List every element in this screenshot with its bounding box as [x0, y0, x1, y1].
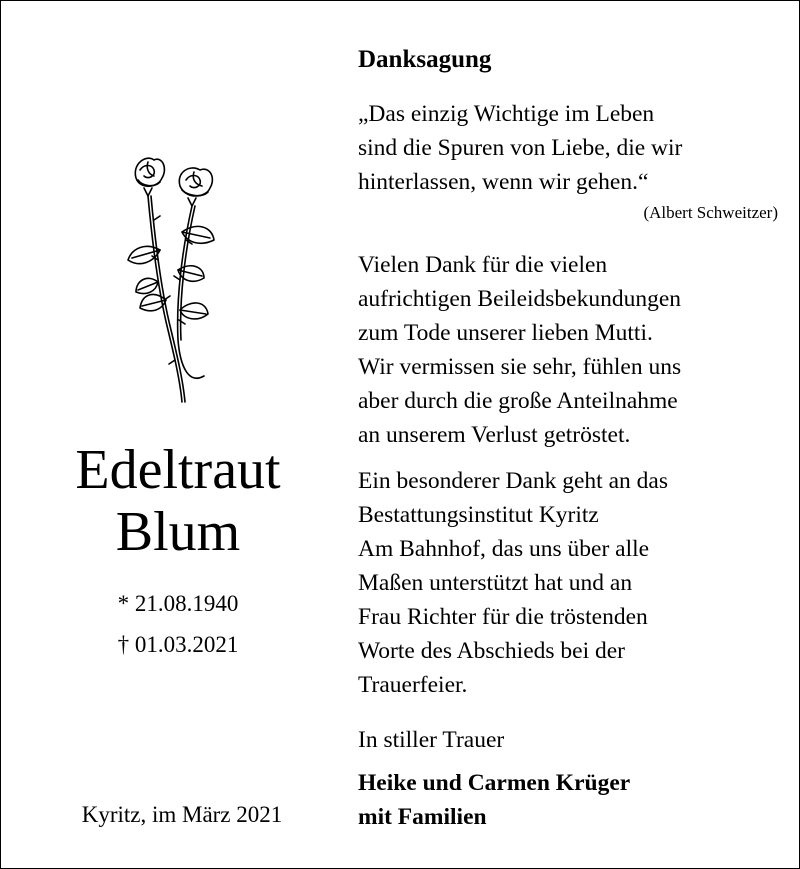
signature-line: mit Familien [358, 804, 487, 830]
place-and-date: Kyritz, im März 2021 [81, 802, 283, 827]
paragraph-line: Bestattungsinstitut Kyritz [358, 502, 599, 528]
paragraph-line: aufrichtigen Beileidsbekundungen [358, 286, 682, 312]
quote-line: „Das einzig Wichtige im Leben [358, 101, 655, 127]
paragraph-line: aber durch die große Anteilnahme [358, 388, 678, 414]
deceased-last-name: Blum [115, 501, 241, 563]
closing-line: In stiller Trauer [358, 727, 505, 753]
roses-icon [118, 150, 228, 406]
quote-line: sind die Spuren von Liebe, die wir [358, 135, 683, 161]
death-date: † 01.03.2021 [117, 632, 239, 657]
paragraph-line: Vielen Dank für die vielen [358, 252, 608, 278]
quote-line: hinterlassen, wenn wir gehen.“ [358, 169, 649, 195]
paragraph-line: Maßen unterstützt hat und an [358, 570, 633, 596]
paragraph-line: an unserem Verlust getröstet. [358, 422, 631, 448]
paragraph-line: zum Tode unserer lieben Mutti. [358, 320, 653, 346]
signature-line: Heike und Carmen Krüger [358, 770, 631, 796]
paragraph-line: Worte des Abschieds bei der [358, 638, 625, 664]
left-column [0, 0, 350, 869]
paragraph-line: Am Bahnhof, das uns über alle [358, 536, 650, 562]
paragraph-line: Wir vermissen sie sehr, fühlen uns [358, 354, 682, 380]
birth-date: * 21.08.1940 [117, 591, 239, 616]
paragraph-line: Ein besonderer Dank geht an das [358, 468, 668, 494]
paragraph-line: Trauerfeier. [358, 672, 468, 698]
notice-heading: Danksagung [358, 46, 492, 73]
deceased-first-name: Edeltraut [75, 439, 281, 501]
paragraph-line: Frau Richter für die tröstenden [358, 604, 648, 630]
quote-author: (Albert Schweitzer) [643, 203, 778, 222]
